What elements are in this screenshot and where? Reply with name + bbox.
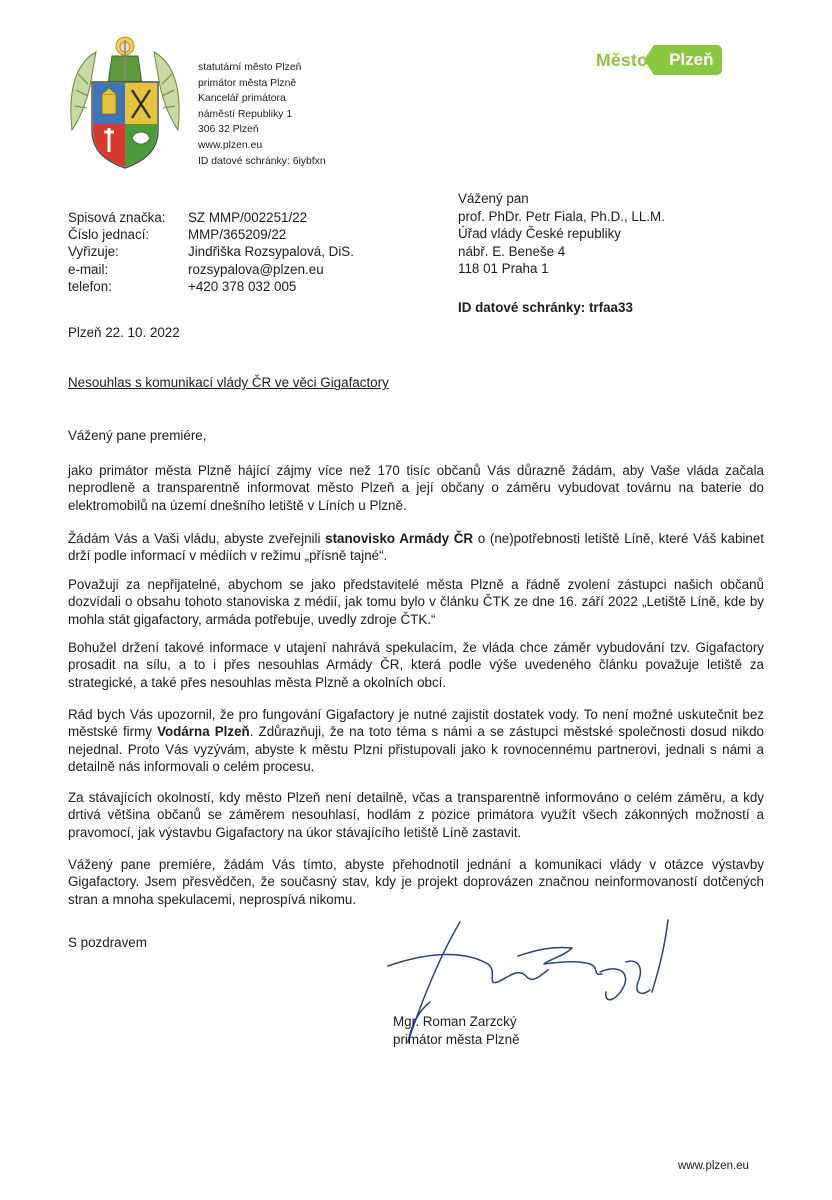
sender-line: primátor města Plzně xyxy=(198,77,297,89)
body-paragraph-5 xyxy=(68,706,764,776)
reference-row xyxy=(68,226,354,243)
recipient-line: nábř. E. Beneše 4 xyxy=(458,243,566,259)
signer-block xyxy=(393,1013,520,1048)
logo-word-plzen: Plzeň xyxy=(654,45,722,75)
bold-vodarna-plzen: Vodárna Plzeň xyxy=(157,724,250,740)
recipient-line: Úřad vlády České republiky xyxy=(458,226,621,242)
sender-line: statutární město Plzeň xyxy=(198,62,302,73)
reference-label: Spisová značka: xyxy=(68,210,166,225)
recipient-line: Vážený pan xyxy=(458,191,529,206)
sender-line: www.plzen.eu xyxy=(198,139,263,151)
paragraph-text: . Zdůrazňuji, že na toto téma s námi a se zástupci městské společnosti dosud nikdo nejednal. Proto Vás vyzývám, abyste k městu Plzni přistupovali jako k rovnocennému partnerovi, jednali s námi a detailně nás informovali o celém procesu. xyxy=(68,724,764,775)
sender-line: ID datové schránky: 6iybfxn xyxy=(198,155,326,167)
reference-value: rozsypalova@plzen.eu xyxy=(188,261,324,277)
sender-line: náměstí Republiky 1 xyxy=(198,108,293,120)
recipient-line: 118 01 Praha 1 xyxy=(458,261,549,277)
salutation: Vážený pane premiére, xyxy=(68,428,207,443)
logo-word-mesto: Město xyxy=(596,49,649,70)
sender-block xyxy=(198,60,326,169)
body-paragraph-7: Vážený pane premiére, žádám Vás tímto, abyste přehodnotil jednání a komunikaci vlády v otázce výstavby Gigafactory. Jsem přesvědčen, že současný stav, kdy je projekt doprovázen značnou neinformovaností dotčených stran a mnoha spekulacemi, neprospívá nikomu. xyxy=(68,857,764,907)
reference-label: Číslo jednací: xyxy=(68,227,150,243)
sender-line: 306 32 Plzeň xyxy=(198,124,259,136)
body-paragraph-1: jako primátor města Plzně hájící zájmy více než 170 tisíc občanů Vás důrazně žádám, aby Vaše vláda začala neprodleně a transparentně informovat město Plzeň a její občany o záměru vybudovat továrnu na baterie do elektromobilů na území dnešního letiště v Líních u Plzně. xyxy=(68,463,764,513)
reference-label: e-mail: xyxy=(68,261,109,277)
body-paragraph-6: Za stávajících okolností, kdy město Plzeň není detailně, včas a transparentně informováno o celém záměru, a kdy drtivá většina občanů se záměrem nesouhlasí, hodlám z pozice primátora využít všech zákonných možností a pravomocí, jak výstavbu Gigafactory na úkor stávajícího letiště Líně zastavit. xyxy=(68,790,764,840)
reference-row xyxy=(68,278,354,295)
reference-value: Jindřiška Rozsypalová, DiS. xyxy=(188,244,354,260)
signer-name: Mgr. Roman Zarzcký xyxy=(393,1014,517,1029)
sender-line: Kancelář primátora xyxy=(198,93,286,105)
signer-title: primátor města Plzně xyxy=(393,1031,520,1047)
reference-row xyxy=(68,261,354,278)
reference-value: +420 378 032 005 xyxy=(188,278,297,294)
footer-website: www.plzen.eu xyxy=(678,1160,749,1172)
letter-date: Plzeň 22. 10. 2022 xyxy=(68,325,180,340)
body-paragraph-3: Považuji za nepřijatelné, abychom se jako představitelé města Plzně a řádně zvolení zástupci našich občanů dozvídali o obsahu tohoto stanoviska z médií, jak tomu bylo v článku ČTK ze dne 16. září 2022 „Letiště Líně, kde by mohla stát gigafactory, armáda potřebuje, uvedly zdroje ČTK.“ xyxy=(68,577,764,627)
reference-row xyxy=(68,243,354,260)
closing: S pozdravem xyxy=(68,935,147,950)
body-paragraph-2 xyxy=(68,530,764,565)
recipient-line: prof. PhDr. Petr Fiala, Ph.D., LL.M. xyxy=(458,208,665,224)
paragraph-text: o (ne)potřebnosti letiště Líně, které Váš kabinet drží podle informací v médiích v režimu „přísně tajné“. xyxy=(68,531,765,564)
city-coat-of-arms xyxy=(66,34,184,172)
body-paragraph-4: Bohužel držení takové informace v utajení nahrává spekulacím, že vláda chce záměr vybudování tzv. Gigafactory prosadit na sílu, a to i přes nesouhlas Armády ČR, která podle výše uvedeného článku považuje letiště za strategické, a také přes nesouhlas města Plzně a okolních obcí. xyxy=(68,640,764,690)
reference-value: SZ MMP/002251/22 xyxy=(188,210,308,225)
bold-army-statement: stanovisko Armády ČR xyxy=(325,531,474,546)
reference-label: Vyřizuje: xyxy=(68,244,119,260)
reference-label: telefon: xyxy=(68,278,112,294)
paragraph-text: Žádám Vás a Vaši vládu, abyste zveřejnili xyxy=(68,531,326,546)
recipient-databox-id: ID datové schránky: trfaa33 xyxy=(458,300,633,315)
letter-subject: Nesouhlas s komunikací vlády ČR ve věci Gigafactory xyxy=(68,375,389,390)
reference-block xyxy=(68,209,354,295)
paragraph-text: Rád bych Vás upozornil, že pro fungování Gigafactory je nutné zajistit dostatek vody. To není možné uskutečnit bez městské firmy xyxy=(68,707,764,740)
mesto-plzen-logo xyxy=(596,44,722,76)
reference-row xyxy=(68,209,354,226)
reference-value: MMP/365209/22 xyxy=(188,227,287,243)
recipient-address xyxy=(458,190,665,278)
